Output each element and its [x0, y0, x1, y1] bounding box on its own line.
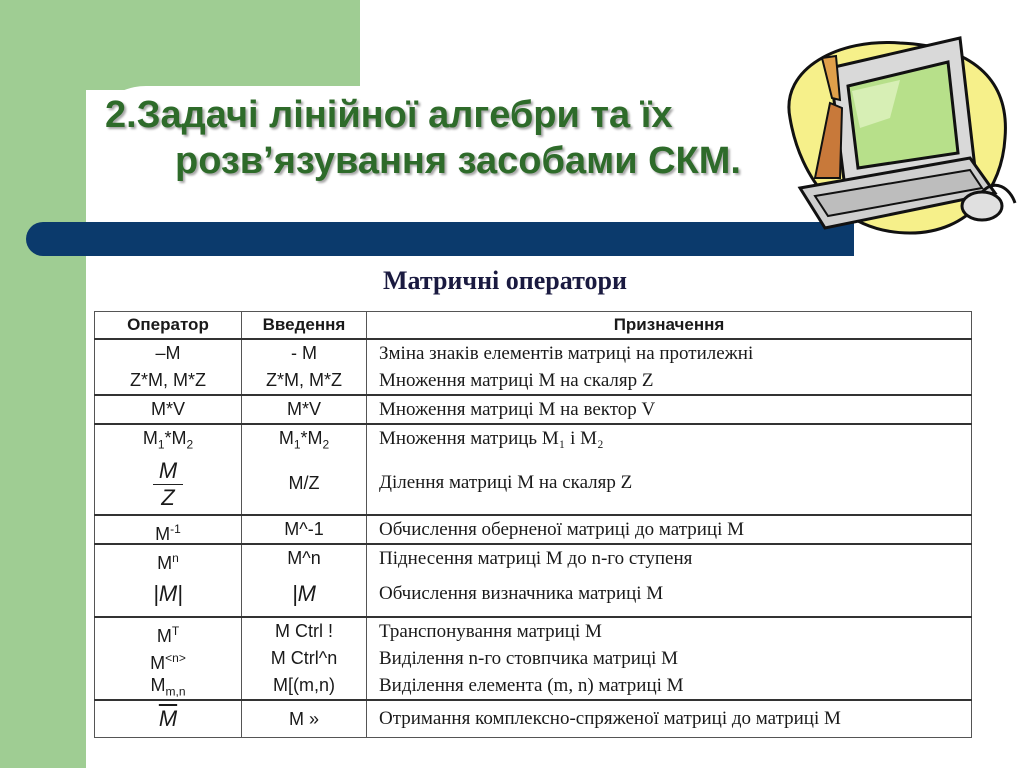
op-matmul: $M_1*M_2$ [142, 428, 194, 452]
slide-title [105, 92, 885, 184]
input-det: |M [291, 581, 317, 606]
computer-clipart-icon [770, 28, 1020, 243]
table-row [95, 617, 972, 700]
op-column: $M^{<n>}$ [150, 651, 186, 673]
input-inverse: M^-1 [284, 519, 324, 539]
slide-title-line1: 2.Задачі лінійної алгебри та їх [105, 94, 673, 136]
input-conjugate: M » [288, 709, 319, 729]
header-input: Введення [242, 312, 367, 340]
table-header-row [95, 312, 972, 340]
op-negate: –M [155, 343, 181, 363]
header-purpose: Призначення [367, 312, 972, 340]
desc-conjugate: Отримання комплексно-спряженої матриці до матриці M [379, 708, 841, 729]
op-divide [99, 452, 237, 514]
table-row [95, 395, 972, 424]
desc-vector: Множення матриці M на вектор V [379, 399, 656, 420]
op-transpose: $M^T$ [156, 624, 180, 646]
desc-matmul: Множення матриць M₁ і M₂ [379, 428, 604, 449]
title-underline-bar [26, 222, 854, 256]
header-operator: Оператор [95, 312, 242, 340]
op-scalar: Z*M, M*Z [130, 370, 206, 390]
matrix-operators-table [94, 311, 972, 738]
op-power: $M^n$ [157, 551, 179, 573]
desc-transpose: Транспонування матриці M [379, 621, 602, 642]
input-transpose: M Ctrl ! [275, 621, 333, 641]
desc-det: Обчислення визначника матриці M [379, 583, 664, 604]
input-scalar: Z*M, M*Z [266, 370, 342, 390]
desc-element: Виділення елемента (m, n) матриці M [379, 675, 684, 696]
desc-power: Піднесення матриці M до n-го ступеня [379, 548, 693, 569]
slide-title-line2: розв’язування засобами СКМ. [175, 140, 741, 182]
desc-divide: Ділення матриці M на скаляр Z [379, 472, 633, 493]
input-vector: M*V [286, 399, 321, 419]
op-det: |M| [153, 581, 183, 606]
op-vector: M*V [150, 399, 185, 419]
table-caption: Матричні оператори [383, 266, 627, 295]
desc-negate: Зміна знаків елементів матриці на протилежні [379, 343, 754, 364]
table-row [95, 700, 972, 738]
op-conjugate: $\overline{M}$ [158, 706, 178, 731]
table-row [95, 339, 972, 395]
background-green-left [0, 0, 86, 768]
table-row [95, 544, 972, 617]
desc-scalar: Множення матриці M на скаляр Z [379, 370, 654, 391]
table-row [95, 424, 972, 515]
fraction: $\frac{M}{Z}$ [153, 458, 183, 511]
desc-inverse: Обчислення оберненої матриці до матриці M [379, 519, 744, 540]
desc-column: Виділення n-го стовпчика матриці M [379, 648, 679, 669]
input-matmul: $M_1*M_2$ [278, 428, 330, 452]
input-divide: M/Z [288, 473, 320, 493]
op-element: $M_{m,n}$ [150, 675, 186, 699]
table-row [95, 515, 972, 544]
input-negate: - M [291, 343, 317, 363]
input-element: M[(m,n) [273, 675, 335, 695]
op-inverse: $M^{-1}$ [155, 522, 181, 544]
input-power: M^n [287, 548, 321, 568]
input-column: M Ctrl^n [270, 648, 338, 668]
